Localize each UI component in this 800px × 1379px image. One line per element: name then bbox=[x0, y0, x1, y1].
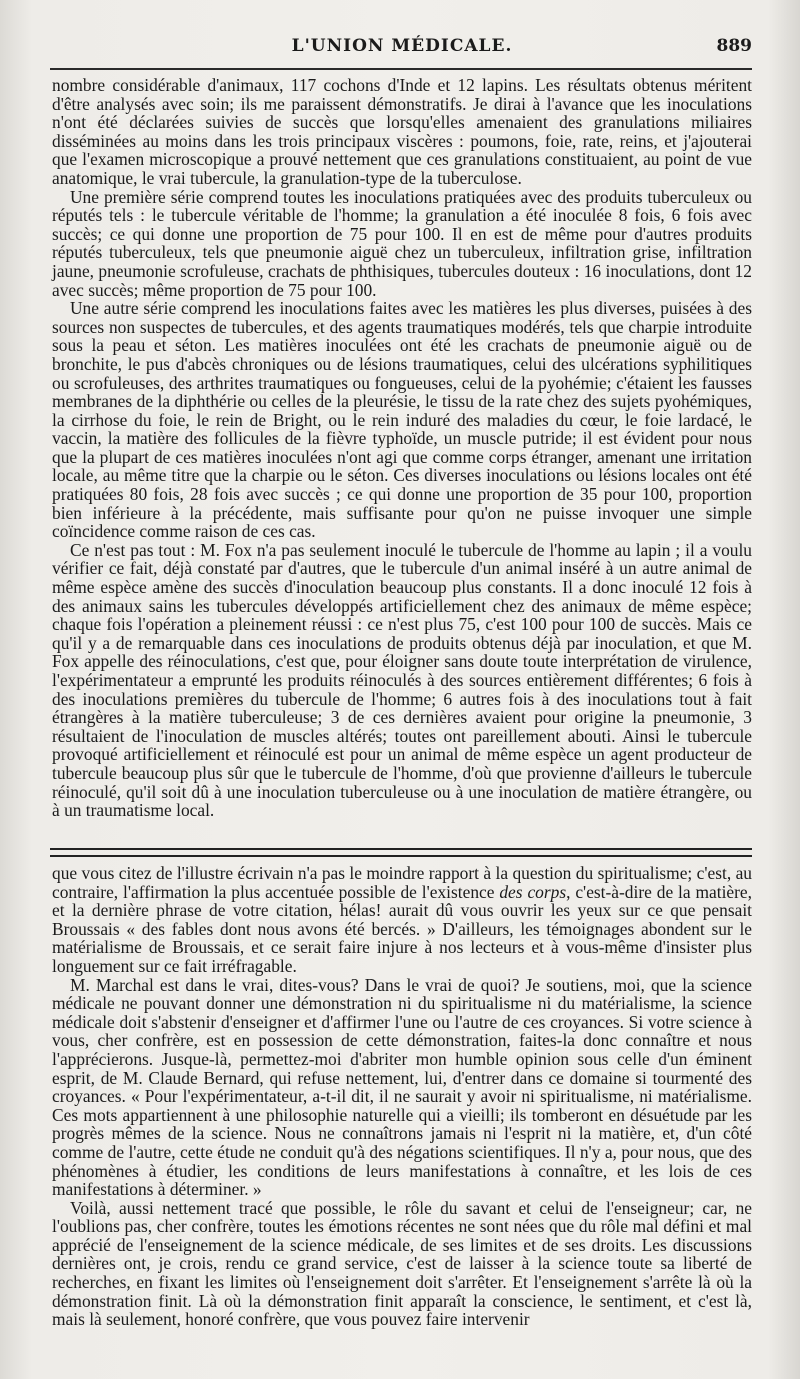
feuilleton-text: que vous citez de l'illustre écrivain n'a pas le moindre rapport à la question du spiritualisme; c'est, au contraire, l'affirmation la plus accentuée possible de l'existence bbox=[52, 863, 752, 902]
running-title: L'UNION MÉDICALE. bbox=[291, 36, 513, 56]
feuilleton-separator bbox=[50, 848, 752, 857]
page-number: 889 bbox=[716, 36, 752, 56]
article-paragraph: Ce n'est pas tout : M. Fox n'a pas seulement inoculé le tubercule de l'homme au lapin ; il a voulu vérifier ce fait, déjà constaté par d'autres, que le tubercule d'un animal inséré à un autre animal de même espèce amène des succès d'inoculation beaucoup plus constants. Il a donc inoculé 12 fois à des animaux sains les tubercules développés artificiellement chez des animaux de même espèce; chaque fois l'opération a pleinement réussi : ce n'est plus 75, c'est 100 pour 100 de succès. Mais ce qu'il y a de remarquable dans ces inoculations de produits obtenus déjà par inoculation, et que M. Fox appelle des réinoculations, c'est que, pour éloigner sans doute toute interprétation de virulence, l'expérimentateur a emprunté les produits réinoculés à des sources entièrement différentes; 6 fois à des inoculations premières du tubercule de l'homme; 6 autres fois à des inoculations tout à fait étrangères à la matière tuberculeuse; 3 de ces dernières avaient pour origine la pneumonie, 3 résultaient de l'inoculation de muscles altérés; toutes ont pareillement abouti. Ainsi le tubercule provoqué artificiellement et réinoculé est pour un animal de même espèce un agent producteur de tubercule beaucoup plus sûr que le tubercule de l'homme, d'où que provienne d'ailleurs le tubercule réinoculé, qu'il soit dû à une inoculation tuberculeuse ou à une inoculation de matière étrangère, ou à un traumatisme local. bbox=[52, 539, 752, 821]
page-header bbox=[52, 36, 752, 58]
feuilleton-paragraph: Voilà, aussi nettement tracé que possible, le rôle du savant et celui de l'enseigneur; car, ne l'oublions pas, cher confrère, toutes les émotions récentes ne sont nées que du rôle mal défini et mal apprécié de l'enseignement de la science médicale, de ses limites et de ses droits. Les discussions dernières ont, je crois, rendu ce grand service, c'est de laisser à la science toute sa liberté de recherches, en fixant les limites où l'enseignement doit s'arrêter. Et l'enseignement s'arrête là où la démonstration finit. Là où la démonstration finit apparaît la conscience, le sentiment, et c'est là, mais là seulement, honoré confrère, que vous pouvez faire intervenir bbox=[52, 1197, 752, 1330]
feuilleton-italic-text: des corps bbox=[499, 881, 567, 902]
header-rule bbox=[50, 68, 752, 70]
feuilleton-paragraph: M. Marchal est dans le vrai, dites-vous? Dans le vrai de quoi? Je soutiens, moi, que la science médicale ne pouvant donner une démonstration ni du spiritualisme ni du matérialisme, la science médicale doit s'abstenir d'enseigner et d'affirmer l'une ou l'autre de ces croyances. Si votre science à vous, cher confrère, est en possession de cette démonstration, faites-la donc connaître et nous l'apprécierons. Jusque-là, permettez-moi d'abriter mon humble opinion sous celle d'un éminent esprit, de M. Claude Bernard, qui refuse nettement, lui, d'entrer dans ce domaine si tourmenté des croyances. « Pour l'expérimentateur, a-t-il dit, il ne saurait y avoir ni spiritualisme, ni matérialisme. Ces mots appartiennent à une philosophie naturelle qui a vieilli; ils tomberont en désuétude par les progrès mêmes de la science. Nous ne connaîtrons jamais ni l'esprit ni la matière, et, d'un côté comme de l'autre, cette étude ne conduit qu'à des négations scientifiques. Il n'y a, pour nous, que des phénomènes à étudier, les conditions de leurs manifestations à connaître, et les lois de ces manifestations à déterminer. » bbox=[52, 974, 752, 1200]
feuilleton-paragraph bbox=[52, 864, 752, 976]
article-paragraph: Une première série comprend toutes les inoculations pratiquées avec des produits tuberculeux ou réputés tels : le tubercule véritable de l'homme; la granulation a été inoculée 8 fois, 6 fois avec succès; ce qui donne une proportion de 75 pour 100. Il en est de même pour d'autres produits réputés tuberculeux, tels que pneumonie aiguë chez un tuberculeux, infiltration grise, infiltration jaune, pneumonie scrofuleuse, crachats de phthisiques, tubercules douteux : 16 inoculations, dont 12 avec succès; même proportion de 75 pour 100. bbox=[52, 186, 752, 300]
feuilleton-body bbox=[52, 864, 752, 1329]
article-paragraph: nombre considérable d'animaux, 117 cochons d'Inde et 12 lapins. Les résultats obtenus méritent d'être analysés avec soin; ils me paraissent démonstratifs. Je dirai à l'avance que les inoculations n'ont été déclarées suivies de succès que lorsqu'elles amenaient des granulations miliaires disséminées au moins dans les trois principaux viscères : poumons, foie, rate, reins, et j'ajouterai que l'examen microscopique a prouvé nettement que ces granulations constituaient, au point de vue anatomique, le vrai tubercule, la granulation-type de la tuberculose. bbox=[52, 75, 752, 188]
article-paragraph: Une autre série comprend les inoculations faites avec les matières les plus diverses, puisées à des sources non suspectes de tubercules, et des agents traumatiques modérés, tels que charpie introduite sous la peau et séton. Les matières inoculées ont été les crachats de pneumonie aiguë ou de bronchite, le pus d'abcès chroniques ou de lésions traumatiques, celui des ulcérations syphilitiques ou scrofuleuses, des arthrites traumatiques ou fongueuses, celui de la pyohémie; c'étaient les fausses membranes de la diphthérie ou celles de la pleurésie, le tissu de la rate chez des sujets pyohémiques, la cirrhose du foie, le rein de Bright, ou le rein induré des maladies du cœur, le foie lardacé, le vaccin, la matière des follicules de la fièvre typhoïde, un muscle putride; il est évident pour nous que la plupart de ces matières inoculées n'ont agi que comme corps étranger, amenant une irritation locale, au même titre que la charpie ou le séton. Ces diverses inoculations ou lésions locales ont été pratiquées 80 fois, 28 fois avec succès ; ce qui donne une proportion de 35 pour 100, proportion bien inférieure à la précédente, mais suffisante pour qu'on ne puisse invoquer une simple coïncidence comme raison de ces cas. bbox=[52, 298, 752, 542]
feuilleton-text: , c'est-à-dire de la matière, et la dernière phrase de votre citation, hélas! aurait dû vous ouvrir les yeux sur ce que pensait Broussais « des fables dont nous avons été bercés. » D'ailleurs, les témoignages abondent sur le matérialisme de Broussais, et ce serait faire injure à nos lecteurs et à vous-même d'insister plus longuement sur ce fait irréfragable. bbox=[52, 881, 752, 976]
article-body bbox=[52, 76, 752, 820]
